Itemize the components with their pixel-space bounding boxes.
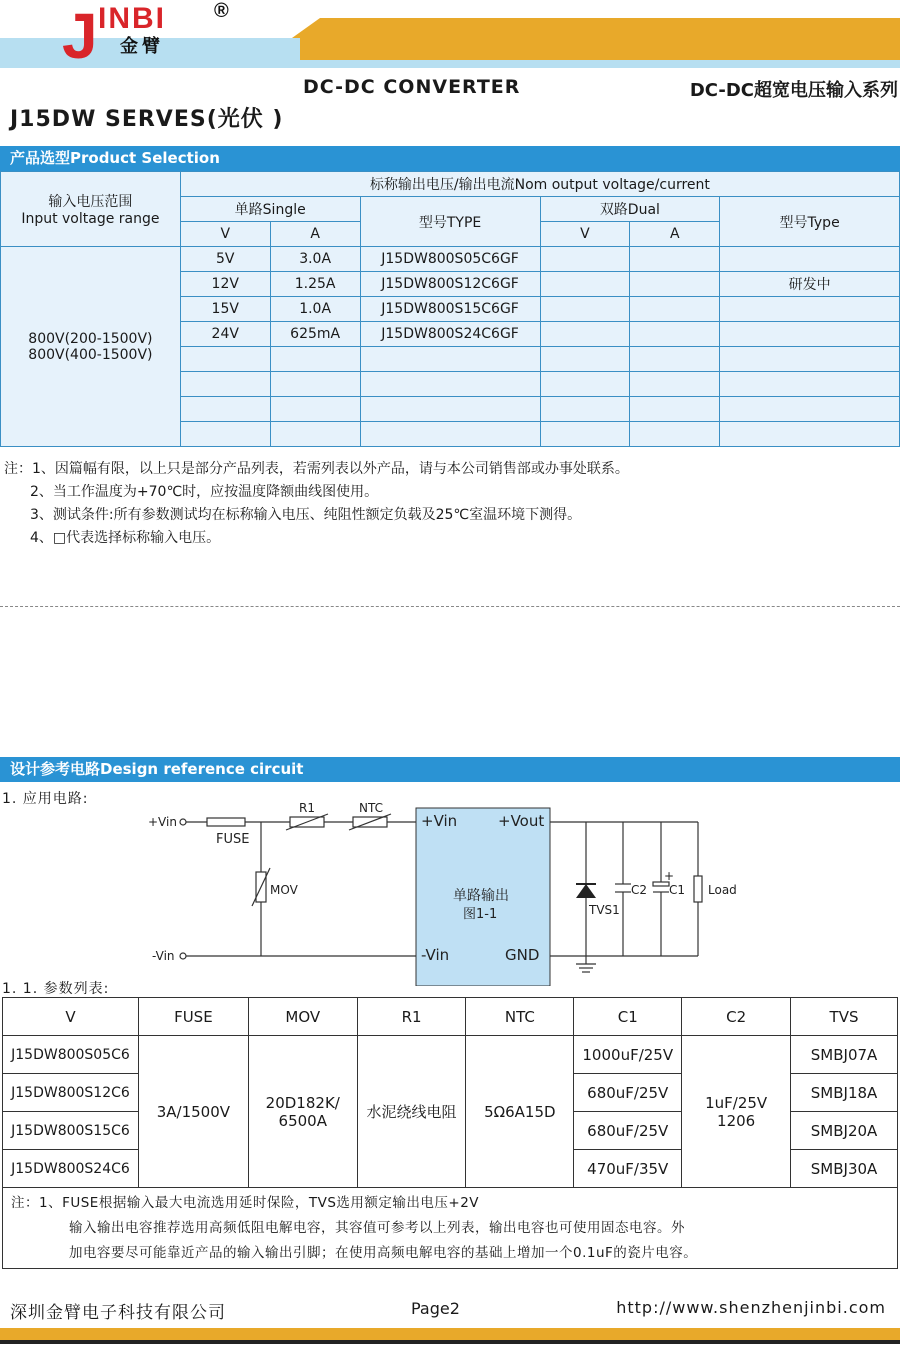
table-row: J15DW800S05C6 3A/1500V 20D182K/ 6500A 水泥绕线电阻 5Ω6A15D 1000uF/25V 1uF/25V 1206 SMBJ07A (3, 1036, 898, 1074)
footer-company: 深圳金臂电子科技有限公司 (10, 1303, 226, 1323)
dev-status: 研发中 (720, 272, 900, 297)
c1-plus-label: + (664, 869, 675, 883)
c1-label: C1 (669, 883, 686, 897)
input-range-cell: 800V(200-1500V) 800V(400-1500V) (1, 247, 181, 447)
header-a-dual: A (630, 222, 720, 247)
footer-url: http://www.shenzhenjinbi.com (616, 1298, 886, 1317)
table-row: 24V 625mA J15DW800S24C6GF (1, 322, 900, 347)
r1-value: 水泥绕线电阻 (357, 1036, 466, 1188)
table-row: 12V 1.25A J15DW800S12C6GF 研发中 (1, 272, 900, 297)
footer-black-line (0, 1340, 900, 1344)
note-line: 4、□代表选择标称输入电压。 (30, 530, 221, 546)
mov-label: MOV (270, 883, 298, 897)
param-notes: 注：1、FUSE根据输入最大电流选用延时保险，TVS选用额定输出电压+2V 输入输出电容推荐选用高频低阻电解电容，其容值可参考以上列表，输出电容也可使用固态电容。外 加电容要尽可能靠近产品的输入输出引脚；在使用高频电解电容的基础上增加一个0.1uF的瓷片电容。 (3, 1188, 898, 1269)
header-a: A (270, 222, 360, 247)
ntc-value: 5Ω6A15D (466, 1036, 574, 1188)
box-vin-plus: +Vin (421, 812, 458, 830)
header-type-dual: 型号Type (720, 197, 900, 247)
vin-plus-label: +Vin (148, 815, 177, 829)
app-circuit-label: 1. 应用电路: (2, 791, 89, 807)
table-row: J15DW800S12C6 680uF/25V SMBJ18A (3, 1074, 898, 1112)
header-type-single: 型号TYPE (360, 197, 540, 247)
logo-registered-mark: ® (214, 0, 229, 22)
table-row: 800V(200-1500V) 800V(400-1500V) 5V 3.0A J15DW800S05C6GF (1, 247, 900, 272)
c2-value: 1uF/25V 1206 (682, 1036, 791, 1188)
header-blue-stripe (0, 60, 900, 68)
vin-minus-label: -Vin (152, 949, 175, 963)
param-list-label: 1. 1. 参数列表: (2, 981, 110, 997)
header-series-cn: DC-DC超宽电压输入系列 (689, 80, 898, 101)
param-header: C2 (682, 998, 791, 1036)
product-selection-table (0, 171, 900, 447)
header-input-range: 输入电压范围 Input voltage range (1, 172, 181, 247)
page-title: J15DW SERVES(光伏 ) (10, 107, 284, 132)
box-vin-minus: -Vin (421, 946, 450, 964)
param-header: NTC (466, 998, 574, 1036)
header-v-dual: V (540, 222, 630, 247)
box-label: 单路输出 (453, 888, 509, 904)
param-header: R1 (357, 998, 466, 1036)
c2-label: C2 (631, 883, 648, 897)
ntc-label: NTC (359, 801, 383, 815)
fuse-label: FUSE (216, 832, 250, 847)
mov-value: 20D182K/ 6500A (248, 1036, 357, 1188)
footer-page-number: Page2 (411, 1299, 460, 1318)
param-header: C1 (574, 998, 682, 1036)
table-row: 15V 1.0A J15DW800S15C6GF (1, 297, 900, 322)
param-header: V (3, 998, 139, 1036)
fuse-value: 3A/1500V (138, 1036, 248, 1188)
note-line: 注：1、因篇幅有限，以上只是部分产品列表，若需列表以外产品，请与本公司销售部或办事处联系。 (4, 461, 629, 477)
logo-letters: INBI (98, 2, 166, 35)
note-line: 2、当工作温度为+70℃时，应按温度降额曲线图使用。 (30, 484, 379, 500)
dashed-divider (0, 606, 900, 607)
header-dual: 双路Dual (540, 197, 720, 222)
design-reference-bar: 设计参考电路Design reference circuit (0, 757, 900, 782)
table-row: J15DW800S15C6 680uF/25V SMBJ20A (3, 1112, 898, 1150)
header-nom-output: 标称输出电压/输出电流Nom output voltage/current (180, 172, 899, 197)
header-single: 单路Single (180, 197, 360, 222)
notes-section (4, 458, 629, 550)
r1-label: R1 (299, 801, 315, 815)
box-figure: 图1-1 (463, 907, 498, 922)
circuit-diagram (0, 796, 900, 986)
logo-letter-j: J (62, 0, 98, 72)
parameter-table (2, 997, 898, 1269)
param-header: FUSE (138, 998, 248, 1036)
logo-chinese: 金臂 (120, 36, 164, 57)
footer-gold-line (0, 1328, 900, 1340)
product-selection-bar: 产品选型Product Selection (0, 146, 900, 171)
tvs1-label: TVS1 (589, 903, 620, 917)
box-gnd: GND (505, 946, 540, 964)
box-vout-plus: +Vout (498, 812, 545, 830)
header-v: V (180, 222, 270, 247)
param-header: TVS (791, 998, 898, 1036)
table-row: J15DW800S24C6 470uF/35V SMBJ30A (3, 1150, 898, 1188)
note-line: 3、测试条件:所有参数测试均在标称输入电压、纯阻性额定负载及25℃室温环境下测得。 (30, 507, 582, 523)
load-label: Load (708, 883, 737, 897)
param-header: MOV (248, 998, 357, 1036)
header-dc-converter: DC-DC CONVERTER (303, 76, 521, 98)
